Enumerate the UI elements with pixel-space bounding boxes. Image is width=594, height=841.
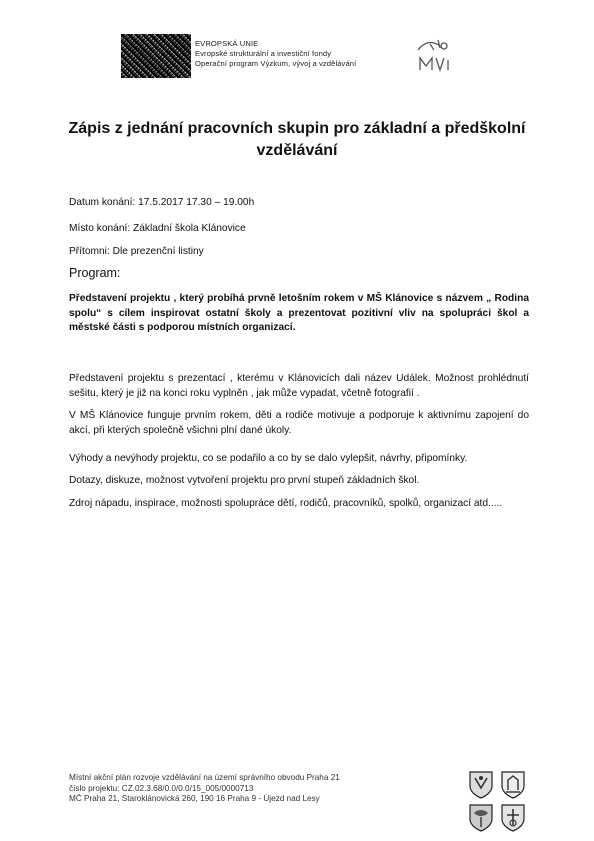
municipal-crest-icon	[500, 803, 526, 833]
place-value: Základní škola Klánovice	[133, 223, 246, 234]
place-label: Místo konání:	[69, 223, 131, 234]
program-paragraph-4: Dotazy, diskuze, možnost vytvoření projektu pro první stupeň základních škol.	[69, 475, 420, 486]
msmt-logo	[410, 36, 462, 78]
program-heading: Program:	[69, 266, 121, 280]
eu-header-line: Evropské strukturální a investiční fondy	[195, 49, 332, 58]
eu-flag-logo	[121, 34, 191, 78]
program-paragraph-1: Představení projektu s prezentací , kterému v Klánovicích dali název Událek. Možnost prohlédnutí sešitu, který je již na konci roku vyplněn , jak může vypadat, včetně fotografií .	[69, 373, 529, 399]
meeting-attendees	[69, 245, 529, 259]
program-paragraph-5: Zdroj nápadu, inspirace, možnosti spolupráce dětí, rodičů, pracovníků, spolků, organizací atd.....	[69, 498, 503, 509]
program-paragraph-3: Výhody a nevýhody projektu, co se podařilo a co by se dalo vylepšit, návrhy, připomínky.	[69, 453, 468, 464]
document-title: Zápis z jednání pracovních skupin pro základní a předškolní vzdělávání	[68, 120, 526, 159]
municipal-crest-icon	[468, 770, 494, 800]
program-paragraph-2: V MŠ Klánovice funguje prvním rokem, děti a rodiče motivuje a podporuje k aktivnímu zapojení do akcí, při kterých společně všichni plní dané úkoly.	[69, 410, 529, 436]
footer-text	[69, 773, 459, 805]
municipal-crest-icon	[468, 803, 494, 833]
footer-line: Místní akční plán rozvoje vzdělávání na území správního obvodu Praha 21	[69, 773, 340, 782]
eu-header-line: EVROPSKÁ UNIE	[195, 39, 259, 48]
present-value: Dle prezenční listiny	[112, 246, 204, 257]
eu-header-line: Operační program Výzkum, vývoj a vzdělávání	[195, 59, 357, 68]
date-label: Datum konání:	[69, 197, 136, 208]
program-intro: Představení projektu , který probíhá prvně letošním rokem v MŠ Klánovice s názvem „ Rodina spolu“ s cílem inspirovat ostatní školy a prezentovat pozitivní vliv na spolupráci škol a městské části s podporou místních organizací.	[69, 293, 529, 334]
eu-header-text	[195, 39, 380, 69]
footer-line: MČ Praha 21, Staroklánovická 260, 190 16 Praha 9 - Újezd nad Lesy	[69, 794, 320, 803]
municipal-crest-icon	[500, 770, 526, 800]
date-value: 17.5.2017 17.30 – 19.00h	[138, 197, 255, 208]
meeting-place	[69, 222, 529, 236]
footer-line: číslo projektu: CZ.02.3.68/0.0/0.0/15_005/0000713	[69, 783, 254, 793]
meeting-date	[69, 196, 529, 210]
present-label: Přítomni:	[69, 246, 110, 257]
